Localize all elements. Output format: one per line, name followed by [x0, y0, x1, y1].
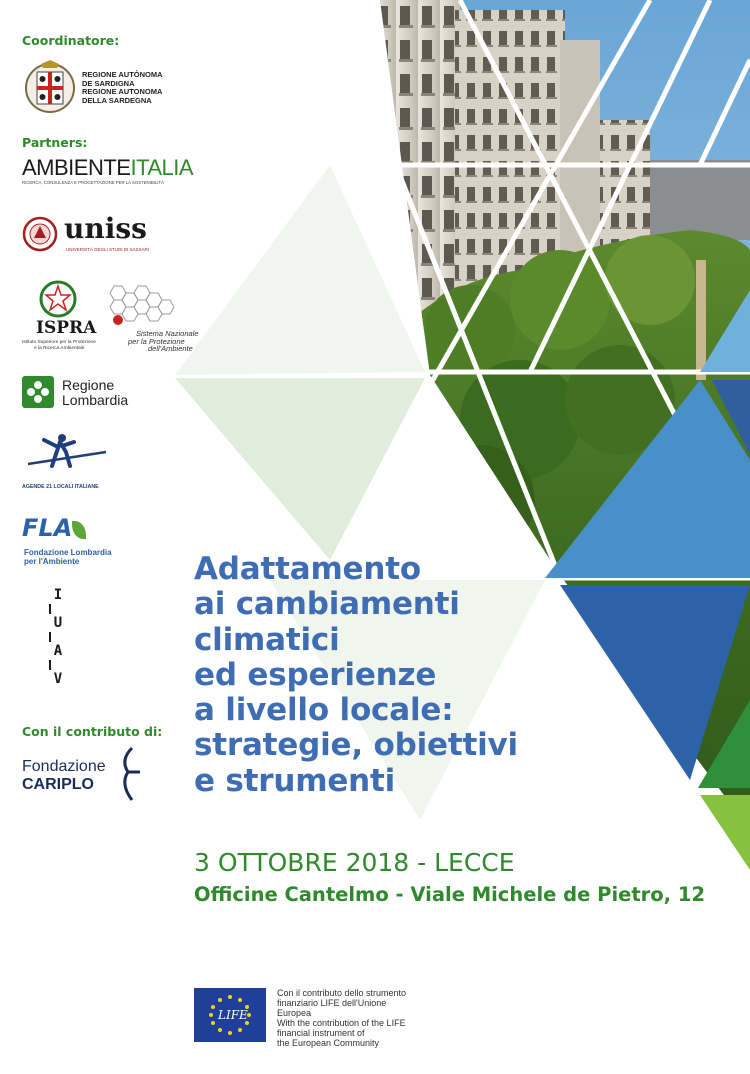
tightrope-walker-icon	[22, 430, 112, 482]
italia-text: ITALIA	[130, 155, 194, 180]
sardegna-name-2: DE SARDIGNA	[82, 78, 135, 88]
pale-triangle-2	[175, 378, 425, 560]
cariplo-line-1: Fondazione	[22, 758, 106, 775]
snpa-line-3: dell'Ambiente	[148, 344, 193, 353]
iuav-dash	[49, 660, 51, 670]
event-title	[194, 552, 614, 799]
green-triangle-2	[700, 795, 750, 870]
eu-line: the European Community	[277, 1038, 380, 1048]
cariplo-mark-icon	[118, 746, 144, 802]
fla-logo	[22, 515, 132, 573]
hexagon-network-icon	[104, 282, 176, 330]
partners-label: Partners:	[22, 135, 88, 150]
agende-text: AGENDE 21 LOCALI ITALIANE	[22, 484, 99, 490]
eu-line: Con il contributo dello strumento	[277, 988, 407, 998]
title-line: ai cambiamenti	[194, 586, 460, 623]
life-label: LIFE	[218, 1008, 248, 1022]
title-line: e strumenti	[194, 762, 396, 799]
snpa-logo	[104, 282, 224, 362]
regione-lombardia-logo	[22, 376, 152, 412]
iuav-dash	[49, 632, 51, 642]
title-line: strategie, obiettivi	[194, 727, 518, 764]
iuav-dash	[49, 604, 51, 614]
uniss-seal-icon	[22, 216, 58, 252]
snpa-line-1: Sistema Nazionale	[136, 329, 199, 338]
ispra-text: ISPRA	[36, 318, 97, 338]
eu-line: financial instrument of	[277, 1028, 365, 1038]
iuav-letter-i: I	[53, 587, 63, 603]
lombardia-rose-icon	[22, 376, 54, 408]
title-line: a livello locale:	[194, 692, 454, 729]
title-line: ed esperienze	[194, 656, 437, 693]
sardegna-crest-icon	[24, 58, 76, 116]
fla-text: FLA	[22, 514, 73, 542]
ambiente-italia-logo	[22, 155, 197, 191]
title-line: climatici	[194, 621, 340, 658]
eu-contribution-text	[277, 988, 406, 1048]
coordinator-label: Coordinatore:	[22, 33, 120, 48]
ispra-line-2: e la Ricerca Ambientale	[34, 346, 85, 351]
cariplo-line-2: CARIPLO	[22, 776, 94, 793]
uniss-text: uniss	[64, 212, 147, 245]
cariplo-logo	[22, 746, 152, 802]
iuav-letter-v: V	[53, 671, 63, 687]
sardegna-name-4: DELLA SARDEGNA	[82, 95, 152, 105]
uniss-tagline: UNIVERSITÀ DEGLI STUDI DI SASSARI	[66, 247, 150, 252]
contrib-label: Con il contributo di:	[22, 724, 163, 739]
ispra-line-1: Istituto Superiore per la Protezione	[22, 340, 96, 345]
iuav-logo	[46, 588, 70, 692]
eu-life-logo	[194, 988, 266, 1042]
sardegna-logo	[24, 58, 194, 118]
lombardia-line-1: Regione	[62, 377, 115, 393]
fla-line-1: Fondazione Lombardia	[24, 548, 112, 557]
event-date: 3 OTTOBRE 2018 - LECCE	[194, 848, 515, 877]
uniss-logo	[22, 212, 172, 258]
eu-line: finanziario LIFE dell'Unione	[277, 998, 387, 1008]
snpa-line-2: per la Protezione	[128, 336, 185, 346]
iuav-letter-a: A	[53, 643, 63, 659]
sardegna-name-3: REGIONE AUTONOMA	[82, 87, 163, 96]
eu-line: Europea	[277, 1008, 312, 1018]
fla-line-2: per l'Ambiente	[24, 557, 80, 566]
agende-21-logo	[22, 430, 117, 494]
ambiente-text: AMBIENTE	[22, 155, 131, 180]
title-line: Adattamento	[194, 551, 421, 587]
italian-emblem-icon	[38, 280, 78, 318]
ambiente-tagline: RICERCA, CONSULENZA E PROGETTAZIONE PER LA SOSTENIBILITÀ	[22, 180, 164, 185]
iuav-letter-u: U	[53, 615, 63, 631]
sardegna-name-1: REGIONE AUTÒNOMA	[82, 70, 163, 79]
event-venue: Officine Cantelmo - Viale Michele de Pietro, 12	[194, 883, 706, 906]
lombardia-line-2: Lombardia	[62, 392, 129, 408]
eu-line: With the contribution of the LIFE	[277, 1018, 406, 1028]
